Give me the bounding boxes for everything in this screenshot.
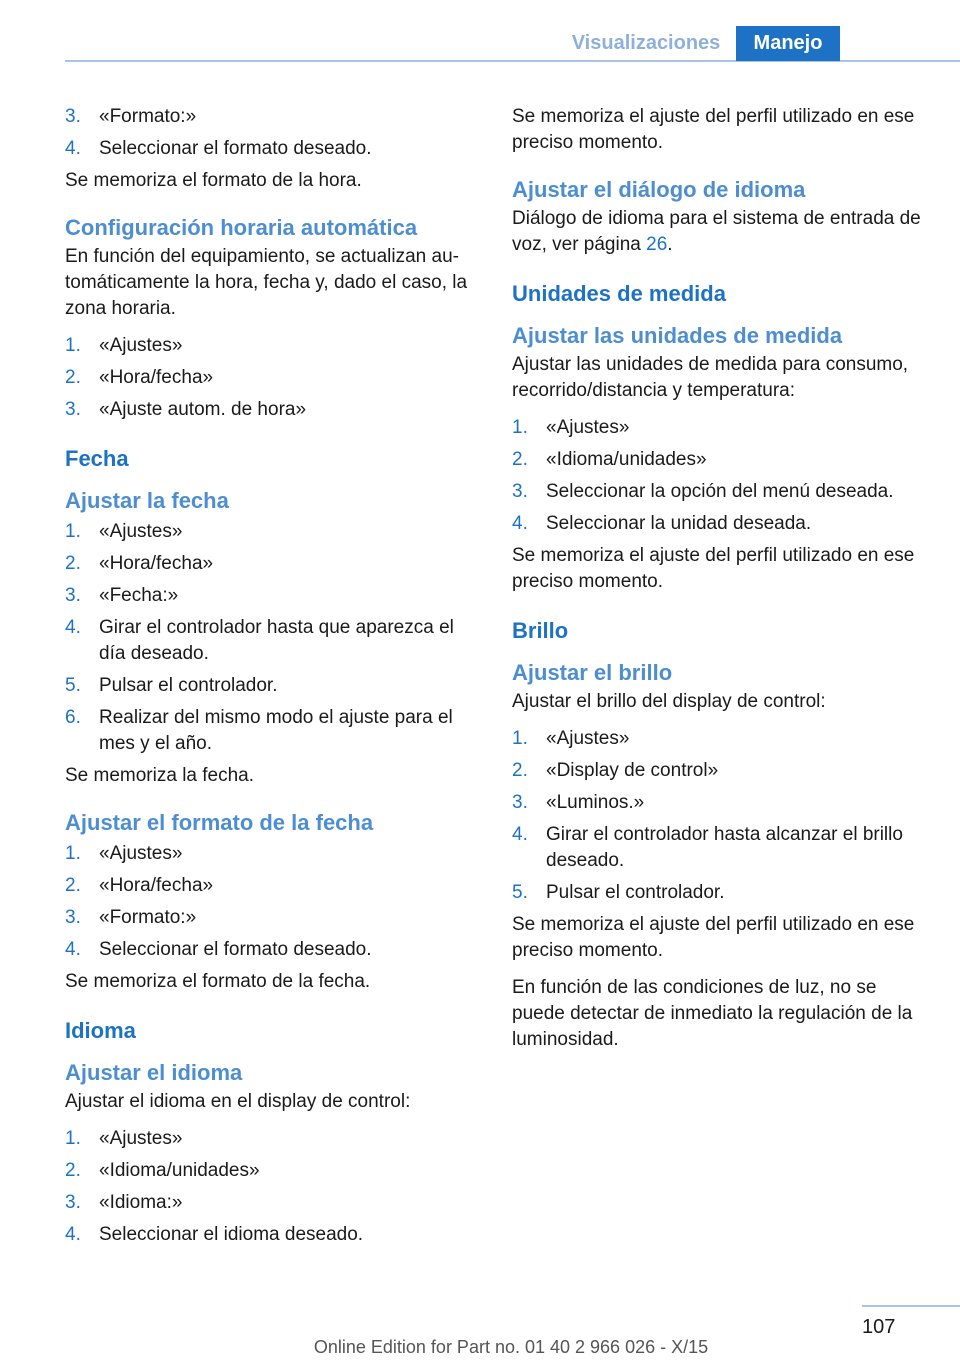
language-dialog-text-main: Diálogo de idioma para el sistema de entrada de voz, ver página (512, 208, 921, 255)
step-text: «Ajustes» (99, 1128, 183, 1149)
heading-idioma: Idioma (65, 1018, 136, 1043)
step-number: 3. (512, 481, 528, 502)
step-number: 4. (512, 513, 528, 534)
step-text: «Ajuste autom. de hora» (99, 399, 307, 420)
language-steps (65, 1126, 485, 1248)
heading-ajustar-brillo: Ajustar el brillo (512, 660, 673, 685)
step-text: Pulsar el controlador. (99, 675, 278, 696)
step-item (65, 615, 485, 667)
date-format-steps (65, 841, 485, 963)
step-text: «Fecha:» (99, 585, 179, 606)
step-text: «Idioma/unidades» (546, 449, 707, 470)
step-text: «Ajustes» (99, 335, 183, 356)
step-text: Girar el controlador hasta alcanzar el brillo deseado. (546, 824, 903, 871)
date-format-note: Se memoriza el formato de la fecha. (65, 971, 371, 992)
heading-ajustar-fecha: Ajustar la fecha (65, 488, 229, 513)
date-steps (65, 519, 485, 757)
step-number: 4. (65, 617, 81, 638)
step-text: Pulsar el controlador. (546, 882, 725, 903)
step-number: 1. (512, 728, 528, 749)
date-note: Se memoriza la fecha. (65, 765, 255, 786)
page-link-26[interactable]: 26 (646, 234, 668, 255)
profile-note-top: Se memoriza el ajuste del perfil utilizado en ese preciso momento. (512, 106, 915, 153)
step-item (65, 873, 485, 899)
brightness-steps (512, 726, 932, 906)
step-number: 2. (65, 553, 81, 574)
step-text: «Idioma/unidades» (99, 1160, 260, 1181)
language-text: Ajustar el idioma en el display de control: (65, 1091, 411, 1112)
step-item (65, 519, 485, 545)
step-item (65, 551, 485, 577)
step-text: «Luminos.» (546, 792, 645, 813)
step-item (65, 673, 485, 699)
footer-rule (862, 1305, 960, 1307)
heading-fecha: Fecha (65, 446, 129, 471)
step-number: 3. (65, 106, 81, 127)
step-number: 4. (65, 138, 81, 159)
step-number: 1. (65, 1128, 81, 1149)
step-text: Realizar del mismo modo el ajuste para el mes y el año. (99, 707, 453, 754)
step-number: 3. (65, 1192, 81, 1213)
step-number: 2. (512, 760, 528, 781)
step-text: Seleccionar la opción del menú deseada. (546, 481, 894, 502)
step-text: «Idioma:» (99, 1192, 183, 1213)
step-text: «Display de control» (546, 760, 719, 781)
step-item (512, 511, 932, 537)
time-format-note: Se memoriza el formato de la hora. (65, 170, 362, 191)
brightness-note-1: Se memoriza el ajuste del perfil utilizado en ese preciso momento. (512, 914, 915, 961)
step-text: «Ajustes» (546, 728, 630, 749)
language-dialog-text-end: . (667, 234, 673, 255)
left-column (65, 100, 485, 1254)
step-text: «Ajustes» (99, 843, 183, 864)
step-number: 3. (65, 585, 81, 606)
step-number: 1. (65, 843, 81, 864)
step-item (65, 365, 485, 391)
step-item (65, 937, 485, 963)
step-item (512, 822, 932, 874)
step-item (65, 397, 485, 423)
tab-visualizaciones[interactable]: Visualizaciones (571, 32, 721, 54)
step-item (65, 1222, 485, 1248)
step-text: Seleccionar el formato deseado. (99, 939, 372, 960)
step-item (512, 447, 932, 473)
step-text: «Hora/fecha» (99, 553, 214, 574)
edition-line: Online Edition for Part no. 01 40 2 966 026 - X/15 (313, 1337, 709, 1357)
step-text: Seleccionar el idioma deseado. (99, 1224, 364, 1245)
language-dialog-text (512, 206, 932, 258)
step-text: Seleccionar la unidad deseada. (546, 513, 812, 534)
right-column (512, 100, 932, 1064)
heading-language-dialog: Ajustar el diálogo de idioma (512, 177, 806, 202)
units-text: Ajustar las unidades de medida para consumo, recorrido/distancia y temperatura: (512, 354, 909, 401)
brightness-text: Ajustar el brillo del display de control: (512, 691, 826, 712)
step-item (65, 905, 485, 931)
step-text: «Hora/fecha» (99, 367, 214, 388)
step-text: Seleccionar el formato deseado. (99, 138, 372, 159)
step-number: 5. (65, 675, 81, 696)
heading-ajustar-idioma: Ajustar el idioma (65, 1060, 243, 1085)
tab-manejo[interactable]: Manejo (736, 26, 840, 61)
units-note: Se memoriza el ajuste del perfil utilizado en ese preciso momento. (512, 545, 915, 592)
page-number: 107 (862, 1316, 896, 1338)
step-number: 6. (65, 707, 81, 728)
step-item (512, 758, 932, 784)
step-number: 3. (65, 907, 81, 928)
step-text: «Formato:» (99, 106, 197, 127)
step-number: 2. (65, 367, 81, 388)
step-item (65, 333, 485, 359)
heading-brillo: Brillo (512, 618, 569, 643)
step-item (512, 790, 932, 816)
step-number: 3. (512, 792, 528, 813)
step-text: «Ajustes» (99, 521, 183, 542)
step-number: 5. (512, 882, 528, 903)
auto-time-text: En función del equipamiento, se actualizan automáticamente la hora, fecha y, dado el caso, la zona horaria. (65, 246, 468, 319)
step-number: 4. (512, 824, 528, 845)
step-item (65, 1190, 485, 1216)
step-text: Girar el controlador hasta que aparezca el día deseado. (99, 617, 454, 664)
step-number: 3. (65, 399, 81, 420)
heading-unidades: Unidades de medida (512, 281, 726, 306)
step-text: «Formato:» (99, 907, 197, 928)
step-item (65, 841, 485, 867)
step-number: 4. (65, 1224, 81, 1245)
step-item (512, 479, 932, 505)
step-item (65, 705, 485, 757)
step-item (512, 726, 932, 752)
step-item (65, 1126, 485, 1152)
step-item (512, 415, 932, 441)
heading-date-format: Ajustar el formato de la fecha (65, 810, 374, 835)
heading-ajustar-unidades: Ajustar las unidades de medida (512, 323, 843, 348)
step-number: 2. (512, 449, 528, 470)
step-number: 2. (65, 1160, 81, 1181)
step-number: 1. (512, 417, 528, 438)
step-text: «Hora/fecha» (99, 875, 214, 896)
heading-auto-time: Configuración horaria automática (65, 215, 418, 240)
step-text: «Ajustes» (546, 417, 630, 438)
step-item (65, 104, 485, 130)
step-number: 1. (65, 335, 81, 356)
time-format-steps (65, 104, 485, 162)
auto-time-steps (65, 333, 485, 423)
step-number: 4. (65, 939, 81, 960)
step-item (65, 583, 485, 609)
step-number: 1. (65, 521, 81, 542)
brightness-note-2: En función de las condiciones de luz, no se puede detectar de inmediato la regulación de la luminosidad. (512, 977, 913, 1050)
step-item (512, 880, 932, 906)
step-item (65, 136, 485, 162)
step-number: 2. (65, 875, 81, 896)
step-item (65, 1158, 485, 1184)
units-steps (512, 415, 932, 537)
